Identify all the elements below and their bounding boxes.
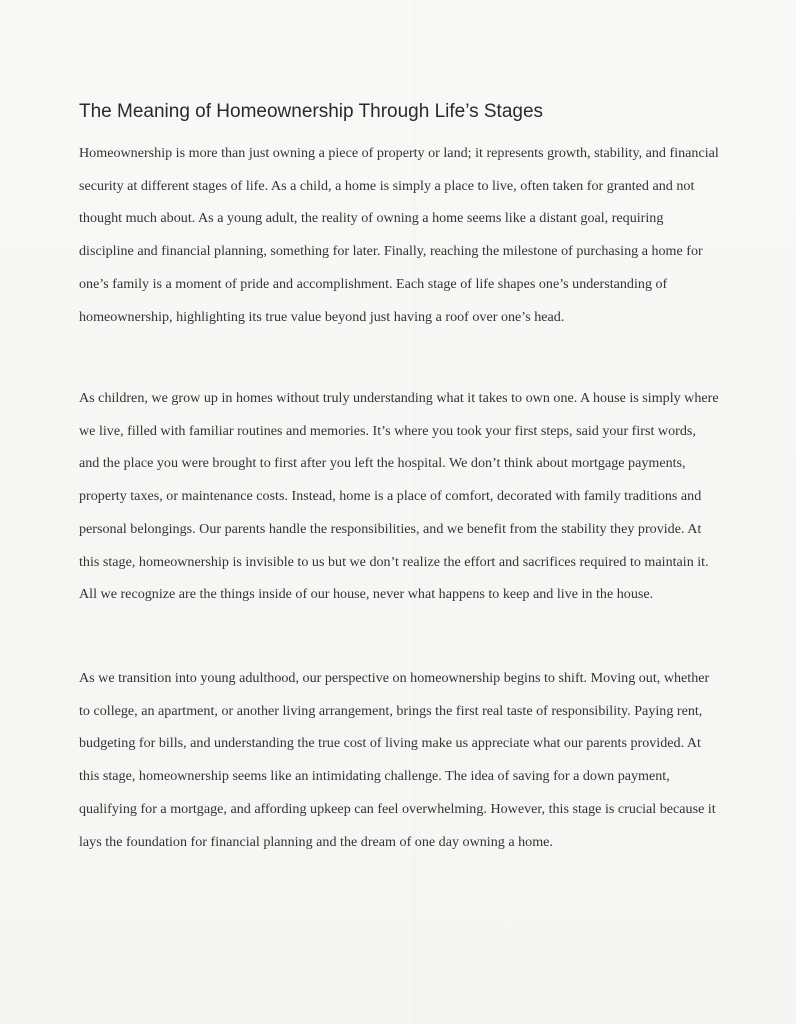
document-title: The Meaning of Homeownership Through Life’s Stages (79, 101, 544, 122)
paragraph-childhood: As children, we grow up in homes without truly understanding what it takes to own one. A house is simply where we live, filled with familiar routines and memories. It’s where you took your first steps, said your first words, and the place you were brought to first after you left the hospital. We don’t think about mortgage payments, property taxes, or maintenance costs. Instead, home is a place of comfort, decorated with family traditions and personal belongings. Our parents handle the responsibilities, and we benefit from the stability they provide. At this stage, homeownership is invisible to us but we don’t realize the effort and sacrifices required to maintain it. All we recognize are the things inside of our house, never what happens to keep and live in the house. (79, 390, 719, 603)
paragraph-introduction: Homeownership is more than just owning a piece of property or land; it represents growth, stability, and financial security at different stages of life. As a child, a home is simply a place to live, often taken for granted and not thought much about. As a young adult, the reality of owning a home seems like a distant goal, requiring discipline and financial planning, something for later. Finally, reaching the milestone of purchasing a home for one’s family is a moment of pride and accomplishment. Each stage of life shapes one’s understanding of homeownership, highlighting its true value beyond just having a roof over one’s head. (79, 145, 719, 325)
paragraph-young-adulthood: As we transition into young adulthood, our perspective on homeownership begins to shift. Moving out, whether to college, an apartment, or another living arrangement, brings the first real taste of responsibility. Paying rent, budgeting for bills, and understanding the true cost of living make us appreciate what our parents provided. At this stage, homeownership seems like an intimidating challenge. The idea of saving for a down payment, qualifying for a mortgage, and affording upkeep can feel overwhelming. However, this stage is crucial because it lays the foundation for financial planning and the dream of one day owning a home. (79, 670, 716, 850)
